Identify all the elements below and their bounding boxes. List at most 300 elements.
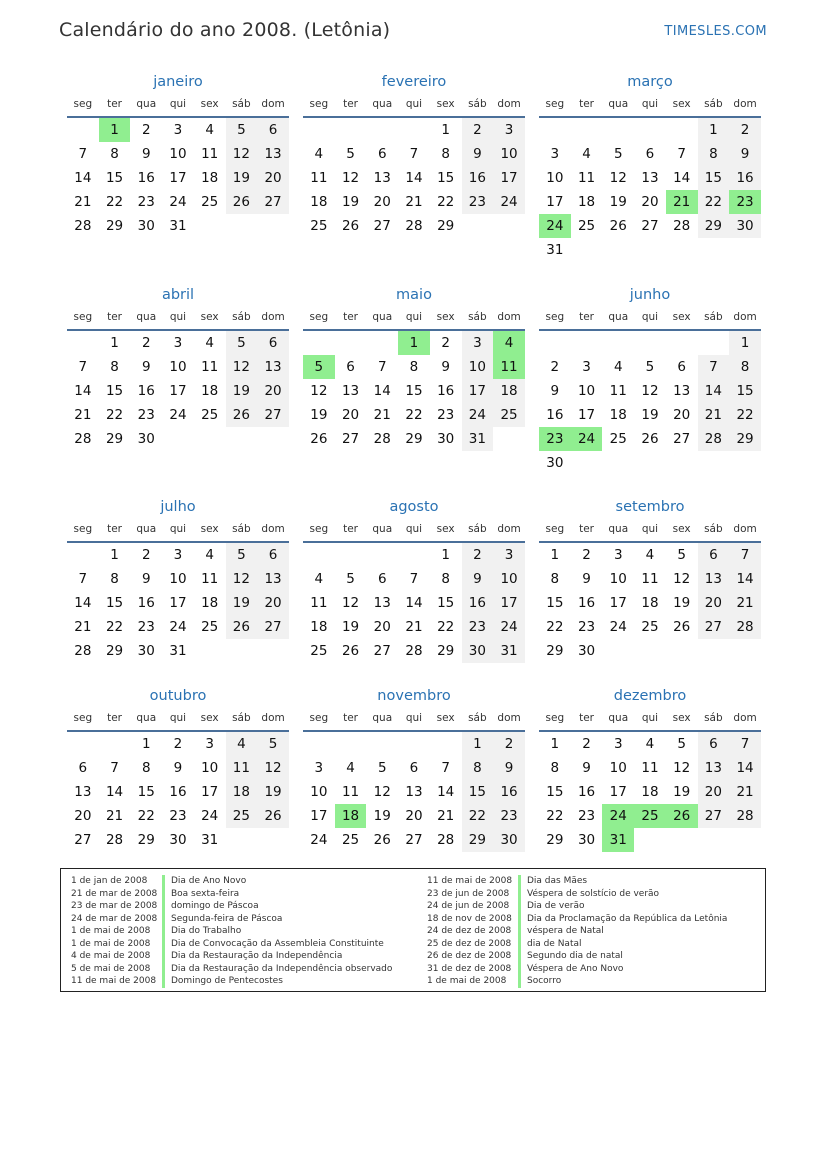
day-cell: 9 — [729, 142, 761, 166]
day-cell: 29 — [105, 431, 124, 447]
week-row — [303, 190, 525, 214]
day-cell: 8 — [462, 756, 494, 780]
day-cell: 31 — [546, 242, 564, 258]
week-row — [67, 190, 289, 214]
month-julho — [67, 495, 289, 663]
day-cell: 29 — [546, 643, 564, 659]
day-cell: 10 — [493, 567, 525, 591]
holiday-entry — [71, 913, 392, 926]
day-cell: 6 — [257, 331, 289, 355]
week-row — [67, 214, 289, 238]
holiday-entry — [427, 900, 727, 913]
day-cell: 3 — [462, 331, 494, 355]
day-cell: 2 — [441, 335, 450, 351]
month-name: fevereiro — [381, 74, 447, 90]
day-cell: 18 — [641, 784, 659, 800]
holiday-name: Dia da Restauração da Independência — [171, 951, 343, 961]
day-cell: 9 — [141, 146, 151, 162]
day-cell: 20 — [257, 379, 289, 403]
empty-day-cell — [571, 118, 603, 142]
day-cell: 6 — [377, 571, 387, 587]
day-cell: 5 — [226, 331, 258, 355]
day-cell: 4 — [645, 547, 655, 563]
day-cell: 19 — [226, 591, 258, 615]
day-cell: 27 — [698, 615, 730, 639]
day-cell: 2 — [582, 547, 591, 563]
empty-day-cell — [366, 331, 398, 355]
day-cell: 10 — [169, 359, 187, 375]
weekday-label: dom — [733, 311, 757, 323]
holiday-day-cell: 25 — [634, 804, 666, 828]
day-cell: 20 — [257, 166, 289, 190]
day-cell: 24 — [609, 619, 627, 635]
day-cell: 23 — [137, 194, 155, 210]
day-cell: 29 — [437, 643, 455, 659]
day-cell: 3 — [314, 760, 324, 776]
week-row — [67, 780, 289, 804]
day-cell: 23 — [137, 619, 155, 635]
day-cell: 13 — [74, 784, 92, 800]
day-cell: 8 — [550, 760, 560, 776]
day-cell: 6 — [78, 760, 88, 776]
holiday-day-cell: 31 — [602, 828, 634, 852]
day-cell: 17 — [169, 170, 187, 186]
day-cell: 1 — [550, 736, 560, 752]
empty-day-cell — [634, 118, 666, 142]
day-cell: 21 — [437, 808, 455, 824]
holiday-entry — [427, 925, 727, 938]
day-cell: 12 — [310, 383, 328, 399]
holiday-entry — [71, 900, 392, 913]
day-cell: 15 — [437, 595, 455, 611]
empty-day-cell — [257, 427, 289, 451]
day-cell: 8 — [110, 571, 119, 587]
week-row — [303, 118, 525, 142]
holiday-marker — [162, 913, 165, 926]
weekday-label: dom — [497, 523, 521, 535]
week-row — [539, 355, 761, 379]
weekday-label: seg — [73, 311, 93, 323]
day-cell: 30 — [137, 431, 155, 447]
weekday-label: sex — [436, 98, 455, 110]
month-name: dezembro — [613, 688, 687, 704]
empty-day-cell — [602, 331, 634, 355]
day-cell: 19 — [226, 379, 258, 403]
month-name: setembro — [615, 499, 685, 515]
weekday-label: seg — [545, 98, 565, 110]
weekday-label: ter — [107, 523, 122, 535]
empty-day-cell — [303, 732, 335, 756]
weekday-label: dom — [261, 98, 285, 110]
weekday-label: sex — [200, 311, 219, 323]
day-cell: 3 — [582, 359, 591, 375]
day-cell: 22 — [546, 619, 564, 635]
weekday-label: dom — [733, 712, 757, 724]
weekday-label: qua — [136, 311, 157, 323]
day-cell: 15 — [105, 170, 124, 186]
day-cell: 7 — [729, 732, 761, 756]
weekday-label: sex — [436, 311, 455, 323]
weekday-label: seg — [309, 98, 329, 110]
month-name: março — [627, 74, 673, 90]
day-cell: 28 — [74, 218, 92, 234]
day-cell: 26 — [226, 615, 258, 639]
empty-day-cell — [602, 118, 634, 142]
week-row — [539, 732, 761, 756]
weekday-label: ter — [343, 98, 358, 110]
holiday-list-right — [427, 875, 727, 988]
day-cell: 18 — [201, 383, 219, 399]
day-cell: 13 — [405, 784, 423, 800]
holiday-name: Domingo de Pentecostes — [171, 976, 283, 986]
day-cell: 10 — [493, 142, 525, 166]
holiday-name: Dia de verão — [527, 901, 585, 911]
day-cell: 16 — [137, 595, 155, 611]
empty-day-cell — [162, 427, 194, 451]
holiday-day-cell: 26 — [666, 804, 698, 828]
month-name: junho — [629, 287, 671, 303]
brand-logo-text[interactable]: TIMESLES.COM — [664, 24, 767, 39]
day-cell: 6 — [257, 543, 289, 567]
weekday-header — [539, 307, 761, 331]
weekday-label: sáb — [232, 523, 251, 535]
holiday-marker — [518, 888, 521, 901]
holiday-marker — [162, 888, 165, 901]
weekday-label: dom — [497, 712, 521, 724]
weekday-label: sáb — [468, 311, 487, 323]
day-cell: 30 — [493, 828, 525, 852]
day-cell: 14 — [74, 595, 92, 611]
day-cell: 21 — [729, 591, 761, 615]
day-cell: 16 — [169, 784, 187, 800]
week-row — [67, 567, 289, 591]
day-cell: 24 — [169, 407, 187, 423]
day-cell: 5 — [645, 359, 655, 375]
holiday-marker — [518, 913, 521, 926]
weekday-header — [303, 519, 525, 543]
empty-day-cell — [634, 828, 666, 852]
day-cell: 6 — [346, 359, 355, 375]
day-cell: 23 — [462, 190, 494, 214]
day-cell: 6 — [698, 732, 730, 756]
day-cell: 5 — [257, 732, 289, 756]
weekday-label: sex — [436, 712, 455, 724]
weekday-label: qui — [169, 311, 187, 323]
day-cell: 1 — [462, 732, 494, 756]
holiday-name: domingo de Páscoa — [171, 901, 259, 911]
day-cell: 15 — [546, 595, 564, 611]
holiday-entry — [427, 963, 727, 976]
day-cell: 26 — [641, 431, 659, 447]
day-cell: 15 — [105, 595, 124, 611]
empty-day-cell — [539, 118, 571, 142]
empty-day-cell — [194, 214, 226, 238]
day-cell: 29 — [546, 832, 564, 848]
day-cell: 31 — [462, 427, 494, 451]
day-cell: 26 — [341, 643, 360, 659]
day-cell: 10 — [577, 383, 596, 399]
holiday-marker — [162, 925, 165, 938]
day-cell: 21 — [405, 619, 423, 635]
day-cell: 7 — [377, 359, 387, 375]
day-cell: 9 — [582, 760, 591, 776]
day-cell: 11 — [641, 760, 659, 776]
weekday-label: sex — [200, 98, 219, 110]
day-cell: 2 — [582, 736, 591, 752]
month-name: julho — [160, 499, 196, 515]
day-cell: 3 — [550, 146, 560, 162]
holiday-entry — [427, 875, 727, 888]
day-cell: 17 — [546, 194, 564, 210]
day-cell: 20 — [257, 591, 289, 615]
day-cell: 17 — [310, 808, 328, 824]
day-cell: 22 — [729, 403, 761, 427]
day-cell: 27 — [405, 832, 423, 848]
weekday-label: qua — [608, 98, 629, 110]
weekday-label: sáb — [468, 523, 487, 535]
weekday-label: sex — [436, 523, 455, 535]
week-row — [67, 804, 289, 828]
weekday-header — [539, 94, 761, 118]
day-cell: 30 — [546, 455, 564, 471]
weekday-label: qua — [608, 712, 629, 724]
weekday-label: ter — [579, 712, 594, 724]
day-cell: 11 — [609, 383, 627, 399]
empty-day-cell — [602, 238, 634, 262]
holiday-day-cell: 4 — [493, 331, 525, 355]
week-row — [303, 331, 525, 355]
empty-day-cell — [634, 238, 666, 262]
day-cell: 29 — [462, 828, 494, 852]
empty-day-cell — [257, 214, 289, 238]
day-cell: 1 — [141, 736, 151, 752]
day-cell: 18 — [310, 619, 328, 635]
weekday-label: qua — [372, 311, 393, 323]
month-name: novembro — [377, 688, 451, 704]
day-cell: 23 — [462, 615, 494, 639]
week-row — [539, 567, 761, 591]
day-cell: 4 — [226, 732, 258, 756]
holiday-date: 1 de mai de 2008 — [427, 976, 507, 986]
day-cell: 25 — [310, 643, 328, 659]
day-cell: 4 — [346, 760, 355, 776]
day-cell: 30 — [577, 832, 596, 848]
holiday-list-left — [71, 875, 392, 988]
day-cell: 1 — [729, 331, 761, 355]
holiday-entry — [71, 950, 392, 963]
week-row — [303, 403, 525, 427]
day-cell: 6 — [645, 146, 655, 162]
holiday-date: 24 de jun de 2008 — [427, 901, 510, 911]
day-cell: 27 — [257, 190, 289, 214]
day-cell: 25 — [641, 619, 659, 635]
day-cell: 18 — [493, 379, 525, 403]
day-cell: 27 — [257, 403, 289, 427]
day-cell: 11 — [226, 756, 258, 780]
holiday-entry — [71, 875, 392, 888]
day-cell: 5 — [346, 146, 355, 162]
day-cell: 7 — [677, 146, 686, 162]
week-row — [303, 639, 525, 663]
day-cell: 9 — [582, 571, 591, 587]
weekday-label: sáb — [468, 98, 487, 110]
weekday-label: sex — [672, 311, 691, 323]
day-cell: 9 — [173, 760, 183, 776]
empty-day-cell — [729, 639, 761, 663]
day-cell: 4 — [613, 359, 623, 375]
day-cell: 5 — [677, 547, 686, 563]
empty-day-cell — [99, 732, 131, 756]
holiday-name: véspera de Natal — [527, 926, 604, 936]
holiday-date: 1 de mai de 2008 — [71, 926, 151, 936]
empty-day-cell — [257, 639, 289, 663]
day-cell: 14 — [74, 170, 92, 186]
weekday-label: sex — [672, 98, 691, 110]
empty-day-cell — [634, 451, 666, 475]
empty-day-cell — [398, 543, 430, 567]
weekday-label: qui — [405, 311, 423, 323]
holiday-entry — [71, 963, 392, 976]
weekday-label: qui — [405, 98, 423, 110]
day-cell: 19 — [341, 619, 360, 635]
week-row — [67, 403, 289, 427]
day-cell: 22 — [105, 619, 124, 635]
day-cell: 17 — [493, 166, 525, 190]
day-cell: 25 — [201, 407, 219, 423]
weekday-label: dom — [733, 98, 757, 110]
day-cell: 25 — [609, 431, 627, 447]
holiday-entry — [427, 975, 727, 988]
day-cell: 31 — [493, 639, 525, 663]
holiday-day-cell: 24 — [602, 804, 634, 828]
month-junho — [539, 283, 761, 475]
day-cell: 10 — [169, 571, 187, 587]
day-cell: 10 — [310, 784, 328, 800]
weekday-label: sáb — [232, 311, 251, 323]
day-cell: 14 — [698, 379, 730, 403]
empty-day-cell — [462, 214, 494, 238]
day-cell: 30 — [437, 431, 455, 447]
holiday-day-cell: 1 — [99, 118, 131, 142]
day-cell: 9 — [493, 756, 525, 780]
day-cell: 28 — [74, 643, 92, 659]
week-row — [539, 615, 761, 639]
holiday-date: 23 de jun de 2008 — [427, 888, 510, 899]
day-cell: 16 — [493, 780, 525, 804]
holiday-date: 31 de dez de 2008 — [427, 963, 512, 974]
day-cell: 27 — [373, 218, 391, 234]
holiday-entry — [427, 888, 727, 901]
day-cell: 27 — [341, 431, 360, 447]
day-cell: 28 — [373, 431, 391, 447]
holiday-marker — [162, 975, 165, 988]
day-cell: 22 — [105, 194, 124, 210]
month-outubro — [67, 684, 289, 852]
day-cell: 13 — [673, 383, 691, 399]
empty-day-cell — [729, 451, 761, 475]
week-row — [303, 427, 525, 451]
month-name: outubro — [149, 688, 207, 704]
empty-day-cell — [335, 118, 367, 142]
holiday-day-cell: 24 — [571, 427, 603, 451]
weekday-label: qui — [169, 712, 187, 724]
holiday-name: Dia de Ano Novo — [171, 876, 247, 886]
day-cell: 14 — [729, 756, 761, 780]
holiday-date: 4 de mai de 2008 — [71, 951, 151, 961]
day-cell: 15 — [137, 784, 155, 800]
day-cell: 29 — [137, 832, 155, 848]
empty-day-cell — [698, 331, 730, 355]
weekday-header — [539, 708, 761, 732]
empty-day-cell — [602, 451, 634, 475]
day-cell: 3 — [493, 543, 525, 567]
week-row — [303, 355, 525, 379]
day-cell: 15 — [698, 166, 730, 190]
day-cell: 20 — [74, 808, 92, 824]
weekday-label: sáb — [704, 523, 723, 535]
empty-day-cell — [634, 639, 666, 663]
empty-day-cell — [226, 427, 258, 451]
day-cell: 16 — [577, 784, 596, 800]
day-cell: 13 — [257, 567, 289, 591]
day-cell: 17 — [201, 784, 219, 800]
weekday-label: ter — [343, 523, 358, 535]
empty-day-cell — [194, 427, 226, 451]
weekday-label: seg — [309, 712, 329, 724]
day-cell: 24 — [310, 832, 328, 848]
week-row — [539, 190, 761, 214]
day-cell: 29 — [405, 431, 423, 447]
weekday-label: qua — [608, 311, 629, 323]
empty-day-cell — [571, 331, 603, 355]
day-cell: 25 — [577, 218, 596, 234]
day-cell: 28 — [729, 615, 761, 639]
week-row — [539, 804, 761, 828]
day-cell: 12 — [341, 170, 360, 186]
day-cell: 10 — [462, 355, 494, 379]
weekday-label: ter — [343, 311, 358, 323]
day-cell: 17 — [462, 379, 494, 403]
holiday-date: 1 de jan de 2008 — [71, 876, 148, 886]
holiday-day-cell: 23 — [539, 427, 571, 451]
weekday-label: sáb — [704, 712, 723, 724]
empty-day-cell — [666, 238, 698, 262]
day-cell: 28 — [437, 832, 455, 848]
day-cell: 12 — [341, 595, 360, 611]
weekday-label: sáb — [704, 98, 723, 110]
weekday-label: sáb — [232, 712, 251, 724]
day-cell: 8 — [698, 142, 730, 166]
day-cell: 23 — [169, 808, 187, 824]
day-cell: 29 — [698, 214, 730, 238]
day-cell: 13 — [341, 383, 360, 399]
day-cell: 20 — [673, 407, 691, 423]
day-cell: 20 — [698, 591, 730, 615]
day-cell: 11 — [201, 571, 219, 587]
empty-day-cell — [366, 732, 398, 756]
week-row — [67, 591, 289, 615]
day-cell: 4 — [314, 146, 324, 162]
week-row — [303, 756, 525, 780]
day-cell: 4 — [314, 571, 324, 587]
day-cell: 14 — [405, 170, 423, 186]
holiday-marker — [162, 875, 165, 888]
day-cell: 8 — [110, 146, 119, 162]
day-cell: 21 — [74, 619, 92, 635]
weekday-header — [539, 519, 761, 543]
empty-day-cell — [698, 828, 730, 852]
day-cell: 6 — [677, 359, 686, 375]
